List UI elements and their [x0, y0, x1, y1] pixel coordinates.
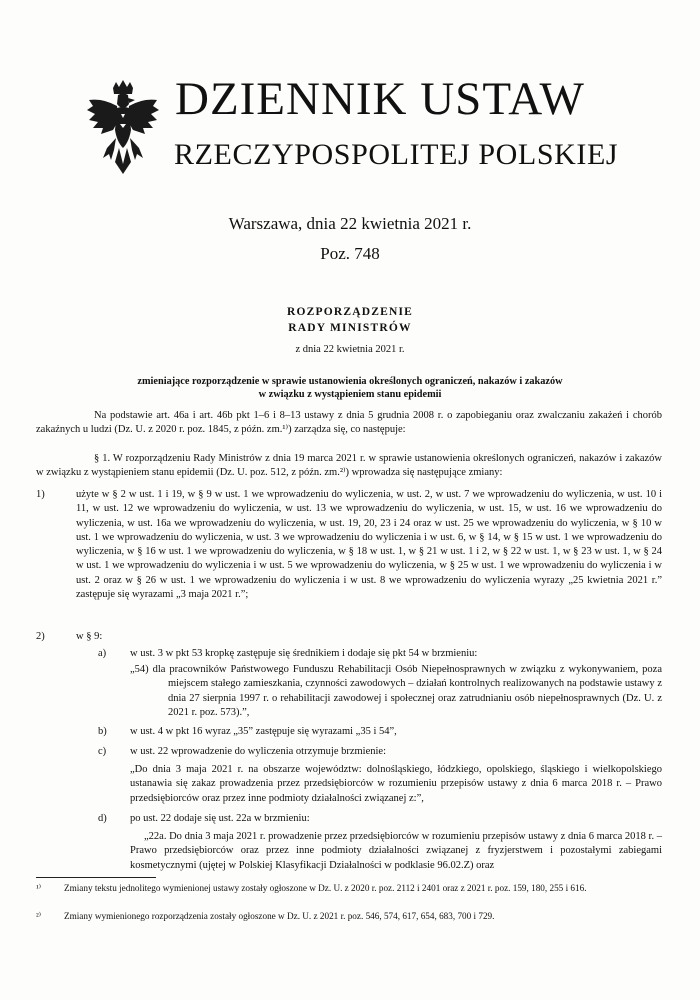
journal-subtitle: RZECZYPOSPOLITEJ POLSKIEJ: [174, 138, 619, 171]
quoted-point-54: „54) dla pracowników Państwowego Funduszu Rehabilitacji Osób Niepełnosprawnych w związku z wykonywaniem, poza miejscem stałego zamieszkania, czynności zawodowych – działań kontrolnych realizowanych na podstawie ustawy z dnia 27 sierpnia 1997 r. o rehabilitacji zawodowej i społecznej oraz zatrudnianiu osób niepełnosprawnych (Dz. U. z 2021 r. poz. 573).”,: [130, 664, 662, 718]
item-marker: 2): [36, 631, 45, 642]
subitem-marker: a): [98, 648, 107, 659]
act-subject-line-1: zmieniające rozporządzenie w sprawie ustanowienia określonych ograniczeń, nakazów i zakazów: [137, 376, 563, 387]
footnote-marker: ¹⁾: [36, 883, 42, 893]
list-item: w ust. 4 w pkt 16 wyraz „35” zastępuje się wyrazami „35 i 54”,: [130, 726, 397, 737]
polish-eagle-emblem-icon: [82, 78, 164, 182]
subitem-marker: d): [98, 813, 107, 824]
act-date: z dnia 22 kwietnia 2021 r.: [295, 344, 405, 355]
item-marker: 1): [36, 489, 45, 500]
act-type: ROZPORZĄDZENIE: [286, 306, 414, 318]
position-number: Poz. 748: [320, 244, 380, 263]
preamble: Na podstawie art. 46a i art. 46b pkt 1–6 i 8–13 ustawy z dnia 5 grudnia 2008 r. o zapobieganiu oraz zwalczaniu zakażeń i chorób zakaźnych u ludzi (Dz. U. z 2020 r. poz. 1845, z późn. zm.¹⁾) zarządza się, co następuje:: [36, 410, 662, 436]
quoted-para-22: „Do dnia 3 maja 2021 r. na obszarze województw: dolnośląskiego, łódzkiego, opolskiego, śląskiego i wielkopolskiego ustanawia się zakaz prowadzenia przez przedsiębiorców w rozumieniu przepisów ustawy z dnia 6 marca 2018 r. – Prawo przedsiębiorców oraz przez inne podmioty działalności związanej z:”,: [130, 764, 662, 804]
publication-date: Warszawa, dnia 22 kwietnia 2021 r.: [228, 214, 472, 233]
footnote-1: Zmiany tekstu jednolitego wymienionej ustawy zostały ogłoszone w Dz. U. z 2020 r. poz. 2112 i 2401 oraz z 2021 r. poz. 159, 180, 255 i 616.: [64, 883, 587, 893]
act-authority: RADY MINISTRÓW: [288, 322, 412, 334]
subitem-marker: b): [98, 726, 107, 737]
journal-title: DZIENNIK USTAW: [175, 73, 585, 125]
list-item: w ust. 3 w pkt 53 kropkę zastępuje się średnikiem i dodaje się pkt 54 w brzmieniu:: [130, 648, 478, 659]
footnote-marker: ²⁾: [36, 911, 42, 921]
footnote-divider: [36, 877, 156, 878]
list-item: po ust. 22 dodaje się ust. 22a w brzmieniu:: [130, 813, 310, 824]
section-1: § 1. W rozporządzeniu Rady Ministrów z dnia 19 marca 2021 r. w sprawie ustanowienia określonych ograniczeń, nakazów i zakazów w związku z wystąpieniem stanu epidemii (Dz. U. poz. 512, z późn. zm.²⁾) wprowadza się następujące zmiany:: [36, 453, 662, 479]
list-item: w ust. 22 wprowadzenie do wyliczenia otrzymuje brzmienie:: [130, 746, 386, 757]
subitem-marker: c): [98, 746, 107, 757]
quoted-para-22a: „22a. Do dnia 3 maja 2021 r. prowadzenie przez przedsiębiorców w rozumieniu przepisów ustawy z dnia 6 marca 2018 r. – Prawo przedsiębiorców oraz przez inne podmioty działalności związanej z fryzjerstwem i pozostałymi zabiegami kosmetycznymi (ujętej w Polskiej Klasyfikacji Działalności w podklasie 96.02.Z) oraz: [130, 831, 662, 871]
list-item: użyte w § 2 w ust. 1 i 19, w § 9 w ust. 1 we wprowadzeniu do wyliczenia, w ust. 2, w ust. 7 we wprowadzeniu do wyliczenia, w ust. 10 i 11, w ust. 12 we wprowadzeniu do wyliczenia, w ust. 13 we wprowadzeniu do wyliczenia, w ust. 15, w ust. 16 we wprowadzeniu do wyliczenia, w ust. 16a we wprowadzeniu do wyliczenia, w ust. 19, 20, 23 i 24 oraz w ust. 25 we wprowadzeniu do wyliczenia, w § 10 w ust. 1 we wprowadzeniu do wyliczenia, w ust. 3 we wprowadzeniu do wyliczenia i w ust. 6, w § 14, w § 15 w ust. 1 we wprowadzeniu do wyliczenia, w § 16 w ust. 1 we wprowadzeniu do wyliczenia, w § 18 w ust. 1, w § 21 w ust. 1 i 2, w § 22 w ust. 1, w § 23 w ust. 1, w § 24 w ust. 1 we wprowadzeniu do wyliczenia i w ust. 5 we wprowadzeniu do wyliczenia, w § 25 w ust. 1 we wprowadzeniu do wyliczenia i w ust. 2 oraz w § 26 w ust. 1 we wprowadzeniu do wyliczenia i w ust. 8 we wprowadzeniu do wyliczenia wyrazy „25 kwietnia 2021 r.” zastępuje się wyrazami „3 maja 2021 r.”;: [76, 489, 662, 601]
act-subject-line-2: w związku z wystąpieniem stanu epidemii: [258, 389, 442, 400]
list-item: w § 9:: [76, 631, 103, 642]
footnote-2: Zmiany wymienionego rozporządzenia zostały ogłoszone w Dz. U. z 2021 r. poz. 546, 574, 617, 654, 683, 700 i 729.: [64, 911, 495, 921]
